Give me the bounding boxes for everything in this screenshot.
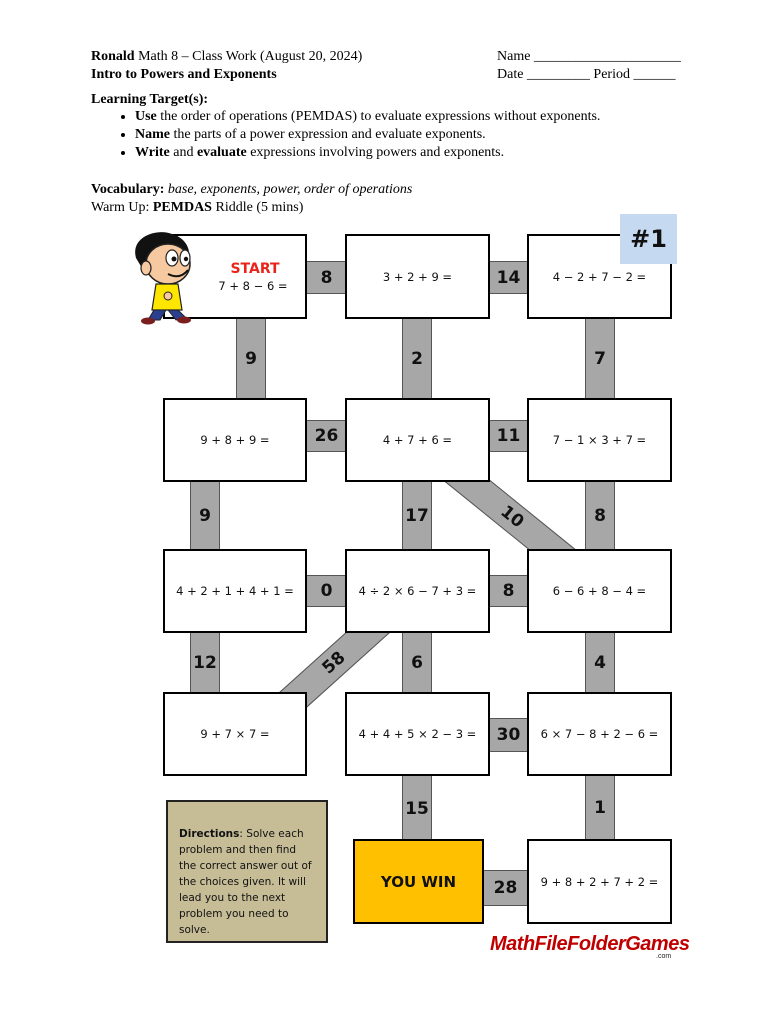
target-verb: Name bbox=[135, 127, 170, 142]
puzzle-number-badge: #1 bbox=[620, 214, 677, 264]
directions-text: : Solve each problem and then find the correct answer out of the choices given. It will lead you to the next problem you need to solve. bbox=[179, 828, 312, 936]
date-period-line: Date _________ Period ______ bbox=[497, 67, 676, 82]
maze-problem: 6 − 6 + 8 − 4 = bbox=[527, 549, 672, 633]
path-answer: 7 bbox=[585, 318, 615, 399]
vocabulary-terms: base, exponents, power, order of operations bbox=[164, 182, 413, 197]
path-answer: 30 bbox=[488, 718, 529, 752]
you-win-box: YOU WIN bbox=[353, 839, 484, 924]
path-answer: 4 bbox=[585, 632, 615, 694]
maze-problem: 4 + 4 + 5 × 2 − 3 = bbox=[345, 692, 490, 776]
maze-problem: 4 + 7 + 6 = bbox=[345, 398, 490, 482]
path-answer: 2 bbox=[402, 318, 432, 399]
path-answer: 8 bbox=[585, 481, 615, 550]
target-verb: Write bbox=[135, 145, 170, 160]
path-answer: 6 bbox=[402, 632, 432, 694]
path-answer: 17 bbox=[402, 481, 432, 550]
cartoon-boy-icon bbox=[128, 228, 200, 326]
warm-up-topic: PEMDAS bbox=[152, 200, 212, 215]
path-answer: 28 bbox=[482, 870, 529, 906]
maze-problem: 9 + 8 + 9 = bbox=[163, 398, 307, 482]
path-answer: 15 bbox=[402, 775, 432, 842]
lesson-subtitle: Intro to Powers and Exponents bbox=[91, 67, 277, 82]
teacher-name: Ronald bbox=[91, 49, 135, 64]
path-answer: 12 bbox=[190, 632, 220, 694]
path-answer: 9 bbox=[190, 481, 220, 550]
vocabulary-label: Vocabulary: bbox=[91, 182, 165, 197]
target-verb: Use bbox=[135, 109, 157, 124]
maze-problem: 4 + 2 + 1 + 4 + 1 = bbox=[163, 549, 307, 633]
path-answer: 58 bbox=[318, 647, 350, 679]
path-answer: 10 bbox=[496, 501, 528, 533]
path-answer: 8 bbox=[306, 261, 347, 294]
target-text: the parts of a power expression and evaluate exponents. bbox=[170, 127, 486, 142]
maze-problem: 9 + 8 + 2 + 7 + 2 = bbox=[527, 839, 672, 924]
maze-problem: 4 ÷ 2 × 6 − 7 + 3 = bbox=[345, 549, 490, 633]
target-verb: evaluate bbox=[196, 145, 247, 160]
directions-box bbox=[166, 800, 328, 943]
maze-problem: 7 + 8 − 6 = bbox=[218, 278, 288, 293]
path-answer: 1 bbox=[585, 775, 615, 840]
directions-label: Directions bbox=[179, 828, 240, 840]
name-line: Name _____________________ bbox=[497, 49, 681, 64]
warm-up-duration: Riddle (5 mins) bbox=[211, 200, 304, 215]
maze-problem: 7 − 1 × 3 + 7 = bbox=[527, 398, 672, 482]
path-answer: 26 bbox=[306, 420, 347, 452]
course-info: Math 8 – Class Work (August 20, 2024) bbox=[134, 49, 363, 64]
target-text: and bbox=[169, 145, 197, 160]
maze-problem: 4 − 2 + 7 − 2 = bbox=[527, 234, 672, 319]
learning-targets-title: Learning Target(s): bbox=[91, 92, 209, 107]
path-answer: 0 bbox=[306, 575, 347, 607]
maze-problem: 6 × 7 − 8 + 2 − 6 = bbox=[527, 692, 672, 776]
start-label: START bbox=[230, 260, 280, 277]
logo-suffix: .com bbox=[656, 953, 672, 960]
path-answer: 8 bbox=[488, 575, 529, 607]
target-text: the order of operations (PEMDAS) to evaluate expressions without exponents. bbox=[156, 109, 601, 124]
path-answer: 11 bbox=[488, 420, 529, 452]
path-answer: 14 bbox=[488, 261, 529, 294]
path-answer: 9 bbox=[236, 318, 266, 399]
target-text: expressions involving powers and exponents. bbox=[246, 145, 505, 160]
maze-problem: 9 + 7 × 7 = bbox=[163, 692, 307, 776]
maze-problem: 3 + 2 + 9 = bbox=[345, 234, 490, 319]
warm-up-label: Warm Up: bbox=[91, 200, 153, 215]
mathfilefoldergames-logo: MathFileFolderGames bbox=[490, 933, 690, 955]
